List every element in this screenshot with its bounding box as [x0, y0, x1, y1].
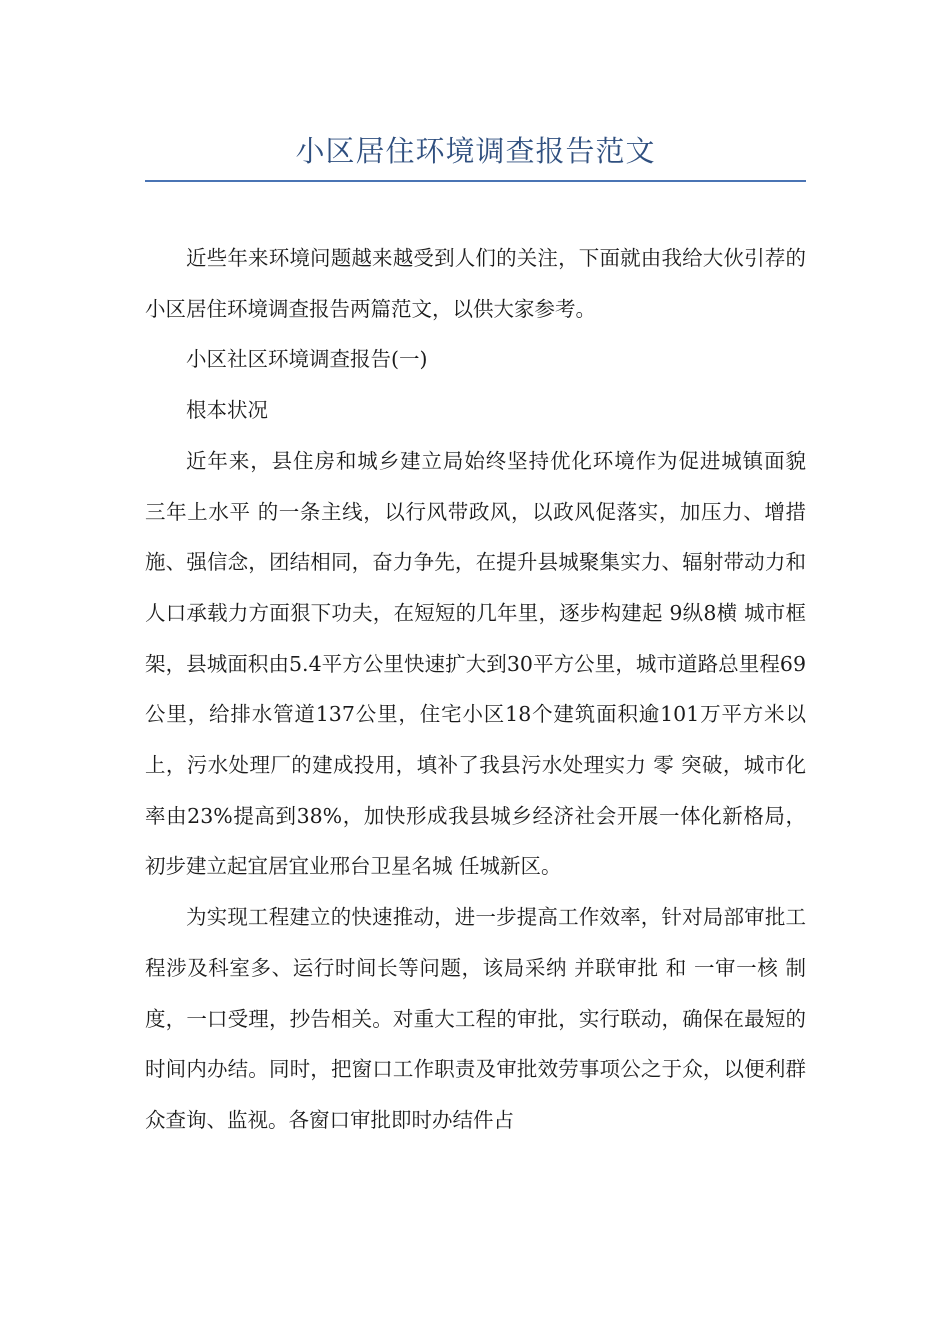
subsection-heading: 根本状况 — [186, 398, 268, 423]
title-underline — [145, 180, 806, 182]
document-body — [145, 233, 806, 1146]
intro-paragraph: 近些年来环境问题越来越受到人们的关注，下面就由我给大伙引荐的小区居住环境调查报告两篇范文，以供大家参考。 — [145, 246, 806, 321]
document-title: 小区居住环境调查报告范文 — [295, 134, 656, 168]
body-paragraph: 近年来，县住房和城乡建立局始终坚持优化环境作为促进城镇面貌 三年上水平 的一条主线，以行风带政风，以政风促落实，加压力、增措施、强信念，团结相同，奋力争先，在提升县城聚集实力、辐射带动力和人口承载力方面狠下功夫，在短短的几年里，逐步构建起 9纵8横 城市框架，县城面积由5.4平方公里快速扩大到30平方公里，城市道路总里程69公里，给排水管道137公里，住宅小区18个建筑面积逾101万平方米以上，污水处理厂的建成投用，填补了我县污水处理实力 零 突破，城市化率由23%提高到38%，加快形成我县城乡经济社会开展一体化新格局，初步建立起宜居宜业邢台卫星名城 任城新区。 — [145, 448, 806, 879]
section-heading: 小区社区环境调查报告(一) — [186, 347, 428, 372]
body-paragraph: 为实现工程建立的快速推动，进一步提高工作效率，针对局部审批工程涉及科室多、运行时间长等问题，该局采纳 并联审批 和 一审一核 制度，一口受理，抄告相关。对重大工程的审批，实行联动，确保在最短的时间内办结。同时，把窗口工作职责及审批效劳事项公之于众，以便利群众查询、监视。各窗口审批即时办结件占 — [145, 905, 806, 1132]
